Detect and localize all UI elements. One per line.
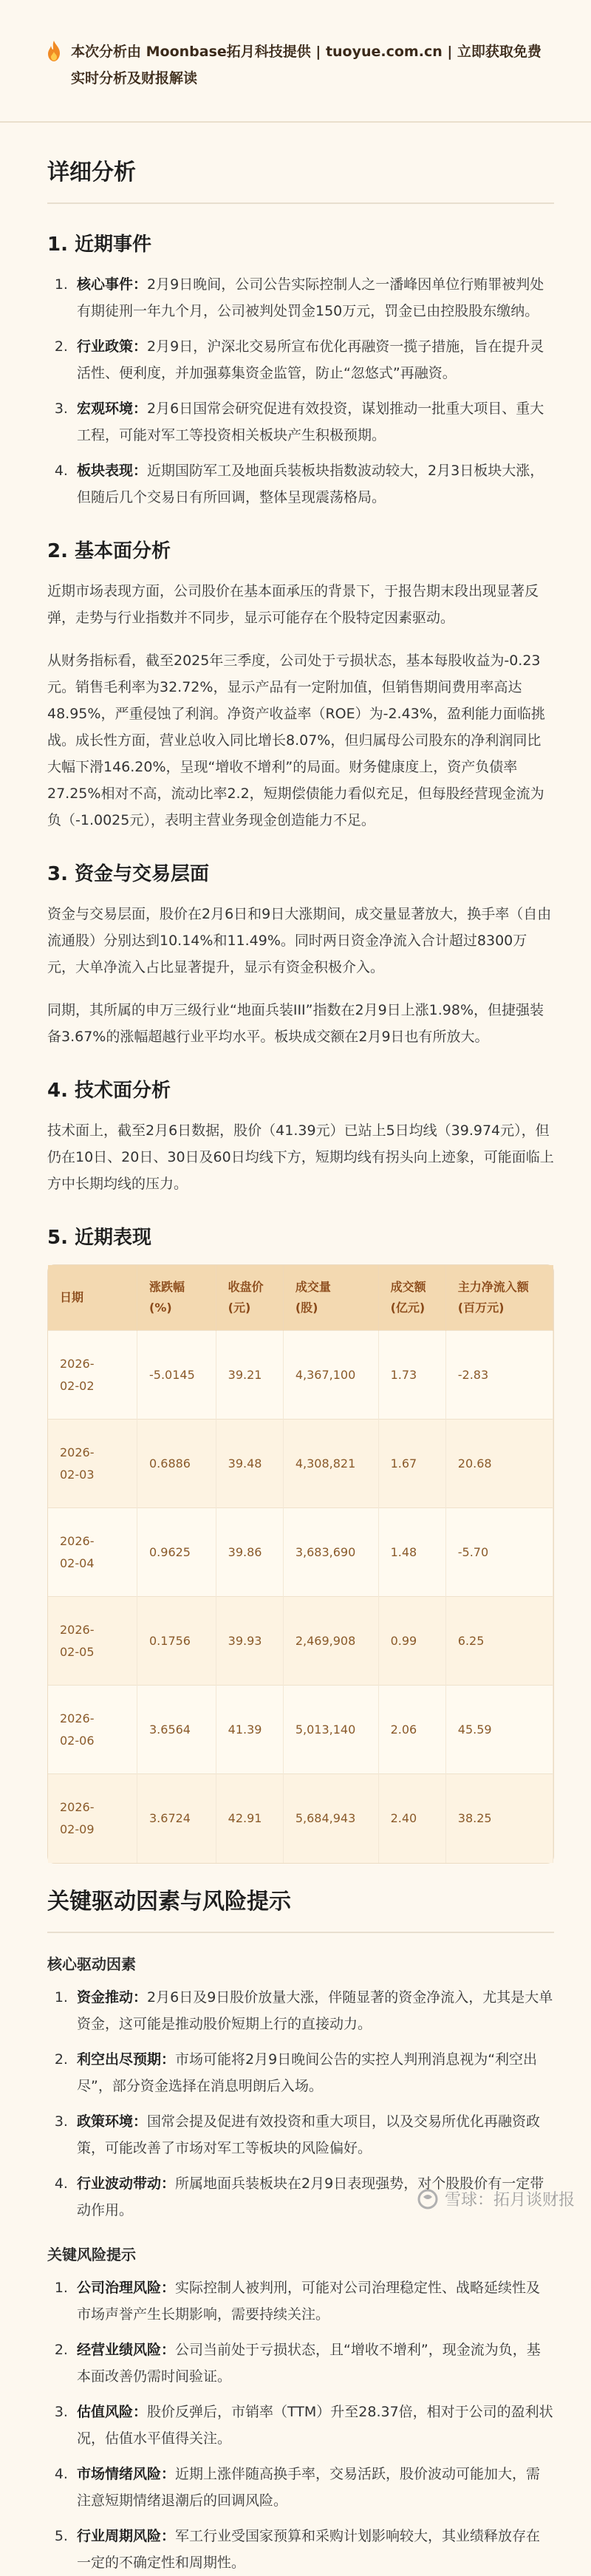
column-header: 涨跌幅 (%) bbox=[137, 1265, 216, 1331]
recent-events-title: 1. 近期事件 bbox=[47, 234, 152, 256]
table-cell: 3.6564 bbox=[137, 1686, 216, 1774]
fundamentals-paragraph: 近期市场表现方面，公司股价在基本面承压的背景下，于报告期末段出现显著反弹，走势与行业指数并不同步，显示可能存在个股特定因素驱动。 bbox=[47, 583, 539, 626]
technical-paragraph: 技术面上，截至2月6日数据，股价（41.39元）已站上5日均线（39.974元），但仍在10日、20日、30日及60日均线下方，短期均线有拐头向上迹象，可能面临上方中长期均线的压力。 bbox=[47, 1122, 554, 1192]
list-item bbox=[72, 2337, 554, 2390]
table-row bbox=[48, 1686, 553, 1774]
table-header-row bbox=[48, 1265, 553, 1331]
table-cell: 4,367,100 bbox=[283, 1331, 378, 1420]
item-text: 实际控制人被判刑，可能对公司治理稳定性、战略延续性及市场声誉产生长期影响，需要持续关注。 bbox=[77, 2279, 541, 2323]
table-cell: 20.68 bbox=[445, 1420, 553, 1508]
table-cell: 2,469,908 bbox=[283, 1597, 378, 1686]
fire-icon bbox=[46, 40, 62, 62]
item-text: 2月6日国常会研究促进有效投资，谋划推动一批重大项目、重大工程，可能对军工等投资相关板块产生积极预期。 bbox=[77, 401, 544, 443]
table-cell: 38.25 bbox=[445, 1774, 553, 1863]
item-label: 行业政策： bbox=[77, 338, 148, 355]
table-cell: 39.93 bbox=[216, 1597, 283, 1686]
table-cell: 6.25 bbox=[445, 1597, 553, 1686]
list-item bbox=[72, 457, 554, 511]
item-text: 公司当前处于亏损状态，且“增收不增利”，现金流为负，基本面改善仍需时间验证。 bbox=[77, 2341, 541, 2385]
recent-events-list bbox=[47, 271, 554, 511]
table-cell: -5.0145 bbox=[137, 1331, 216, 1420]
table-cell: 2.06 bbox=[378, 1686, 445, 1774]
column-header: 收盘价 (元) bbox=[216, 1265, 283, 1331]
key-risks-list bbox=[47, 2275, 554, 2576]
column-header: 日期 bbox=[48, 1265, 137, 1331]
table-cell: 39.86 bbox=[216, 1508, 283, 1597]
snowball-icon bbox=[417, 2188, 439, 2210]
item-label: 利空出尽预期： bbox=[77, 2051, 176, 2068]
drivers-risks-title: 关键驱动因素与风险提示 bbox=[47, 1883, 554, 1933]
capital-trading-title: 3. 资金与交易层面 bbox=[47, 863, 210, 885]
list-item bbox=[72, 333, 554, 386]
capital-trading-paragraph: 同期，其所属的申万三级行业“地面兵装III”指数在2月9日上涨1.98%，但捷强装备3.67%的涨幅超越行业平均水平。板块成交额在2月9日也有所放大。 bbox=[47, 1002, 544, 1045]
table-cell: 0.99 bbox=[378, 1597, 445, 1686]
table-cell: -2.83 bbox=[445, 1331, 553, 1420]
list-item bbox=[72, 2461, 554, 2514]
item-text: 军工行业受国家预算和采购计划影响较大，其业绩释放存在一定的不确定性和周期性。 bbox=[77, 2527, 541, 2571]
item-text: 近期国防军工及地面兵装板块指数波动较大，2月3日板块大涨，但随后几个交易日有所回调，整体呈现震荡格局。 bbox=[77, 463, 544, 505]
list-item bbox=[72, 395, 554, 449]
list-item bbox=[72, 2399, 554, 2452]
list-item bbox=[72, 271, 554, 324]
table-row bbox=[48, 1774, 553, 1863]
detail-title: 详细分析 bbox=[47, 154, 554, 204]
list-item bbox=[72, 2275, 554, 2328]
fundamentals-paragraph: 从财务指标看，截至2025年三季度，公司处于亏损状态，基本每股收益为-0.23元。销售毛利率为32.72%，显示产品有一定附加值，但销售期间费用率高达48.95%，严重侵蚀了利润。净资产收益率（ROE）为-2.43%，盈利能力面临挑战。成长性方面，营业总收入同比增长8.07%，但归属母公司股东的净利润同比大幅下滑146.20%，呈现“增收不增利”的局面。财务健康度上，资产负债率27.25%相对不高，流动比率2.2，短期偿债能力看似充足，但每股经营现金流为负（-1.0025元），表明主营业务现金创造能力不足。 bbox=[47, 652, 545, 828]
item-label: 资金推动： bbox=[77, 1989, 148, 2006]
item-label: 公司治理风险： bbox=[77, 2279, 176, 2296]
list-item bbox=[72, 2046, 554, 2099]
table-cell: 39.48 bbox=[216, 1420, 283, 1508]
table-cell: 2.40 bbox=[378, 1774, 445, 1863]
table-cell: 5,684,943 bbox=[283, 1774, 378, 1863]
fundamentals-title: 2. 基本面分析 bbox=[47, 540, 171, 562]
list-item bbox=[72, 2523, 554, 2576]
item-text: 股价反弹后，市销率（TTM）升至28.37倍，相对于公司的盈利状况，估值水平值得关注。 bbox=[77, 2403, 553, 2447]
watermark bbox=[417, 2187, 575, 2210]
item-label: 核心事件： bbox=[77, 276, 148, 293]
item-text: 近期上涨伴随高换手率，交易活跃，股价波动可能加大，需注意短期情绪退潮后的回调风险。 bbox=[77, 2465, 541, 2509]
capital-trading-paragraph: 资金与交易层面，股价在2月6日和9日大涨期间，成交量显著放大，换手率（自由流通股）分别达到10.14%和11.49%。同时两日资金净流入合计超过8300万元，大单净流入占比显著提升，显示有资金积极介入。 bbox=[47, 906, 552, 975]
recent-performance-title: 5. 近期表现 bbox=[47, 1227, 152, 1249]
item-label: 宏观环境： bbox=[77, 401, 148, 417]
key-risks-title: 关键风险提示 bbox=[47, 2245, 136, 2263]
item-text: 市场可能将2月9日晚间公告的实控人判刑消息视为“利空出尽”，部分资金选择在消息明朗后入场。 bbox=[77, 2051, 538, 2094]
core-drivers-title: 核心驱动因素 bbox=[47, 1955, 136, 1973]
item-label: 政策环境： bbox=[77, 2113, 148, 2130]
table-cell: 45.59 bbox=[445, 1686, 553, 1774]
table-cell: 1.67 bbox=[378, 1420, 445, 1508]
table-cell: 0.6886 bbox=[137, 1420, 216, 1508]
table-cell: 3,683,690 bbox=[283, 1508, 378, 1597]
item-text: 2月9日晚间，公司公告实际控制人之一潘峰因单位行贿罪被判处有期徒刑一年九个月，公司被判处罚金150万元，罚金已由控股股东缴纳。 bbox=[77, 276, 544, 319]
table-row bbox=[48, 1420, 553, 1508]
column-header: 成交量 (股) bbox=[283, 1265, 378, 1331]
item-label: 行业周期风险： bbox=[77, 2527, 176, 2544]
item-label: 估值风险： bbox=[77, 2403, 148, 2420]
table-cell: 2026- 02-05 bbox=[48, 1597, 137, 1686]
list-item bbox=[72, 1984, 554, 2037]
table-cell: -5.70 bbox=[445, 1508, 553, 1597]
table-cell: 1.73 bbox=[378, 1331, 445, 1420]
item-text: 2月6日及9日股价放量大涨，伴随显著的资金净流入，尤其是大单资金，这可能是推动股价短期上行的直接动力。 bbox=[77, 1989, 553, 2032]
item-label: 市场情绪风险： bbox=[77, 2465, 176, 2482]
item-text: 所属地面兵装板块在2月9日表现强势，对个股股价有一定带动作用。 bbox=[77, 2175, 544, 2218]
table-cell: 5,013,140 bbox=[283, 1686, 378, 1774]
item-label: 经营业绩风险： bbox=[77, 2341, 176, 2358]
table-cell: 41.39 bbox=[216, 1686, 283, 1774]
table-cell: 2026- 02-04 bbox=[48, 1508, 137, 1597]
performance-table bbox=[47, 1264, 554, 1864]
table-cell: 39.21 bbox=[216, 1331, 283, 1420]
table-cell: 4,308,821 bbox=[283, 1420, 378, 1508]
promo-banner[interactable] bbox=[0, 0, 591, 123]
table-cell: 3.6724 bbox=[137, 1774, 216, 1863]
banner-text: 本次分析由 Moonbase拓月科技提供 | tuoyue.com.cn | 立即获取免费实时分析及财报解读 bbox=[71, 44, 542, 86]
item-label: 板块表现： bbox=[77, 463, 148, 479]
table-cell: 0.9625 bbox=[137, 1508, 216, 1597]
table-cell: 0.1756 bbox=[137, 1597, 216, 1686]
table-cell: 1.48 bbox=[378, 1508, 445, 1597]
table-row bbox=[48, 1597, 553, 1686]
table-cell: 2026- 02-06 bbox=[48, 1686, 137, 1774]
table-cell: 42.91 bbox=[216, 1774, 283, 1863]
table-cell: 2026- 02-09 bbox=[48, 1774, 137, 1863]
table-cell: 2026- 02-02 bbox=[48, 1331, 137, 1420]
technical-title: 4. 技术面分析 bbox=[47, 1080, 171, 1102]
column-header: 成交额 (亿元) bbox=[378, 1265, 445, 1331]
table-row bbox=[48, 1508, 553, 1597]
watermark-text: 雪球：拓月谈财报 bbox=[444, 2191, 575, 2209]
item-text: 2月9日，沪深北交易所宣布优化再融资一揽子措施，旨在提升灵活性、便利度，并加强募集资金监管，防止“忽悠式”再融资。 bbox=[77, 338, 544, 381]
table-row bbox=[48, 1331, 553, 1420]
table-cell: 2026- 02-03 bbox=[48, 1420, 137, 1508]
main-content bbox=[0, 154, 591, 2576]
item-label: 行业波动带动： bbox=[77, 2175, 176, 2192]
item-text: 国常会提及促进有效投资和重大项目，以及交易所优化再融资政策，可能改善了市场对军工等板块的风险偏好。 bbox=[77, 2113, 541, 2156]
list-item bbox=[72, 2108, 554, 2161]
column-header: 主力净流入额 (百万元) bbox=[445, 1265, 553, 1331]
